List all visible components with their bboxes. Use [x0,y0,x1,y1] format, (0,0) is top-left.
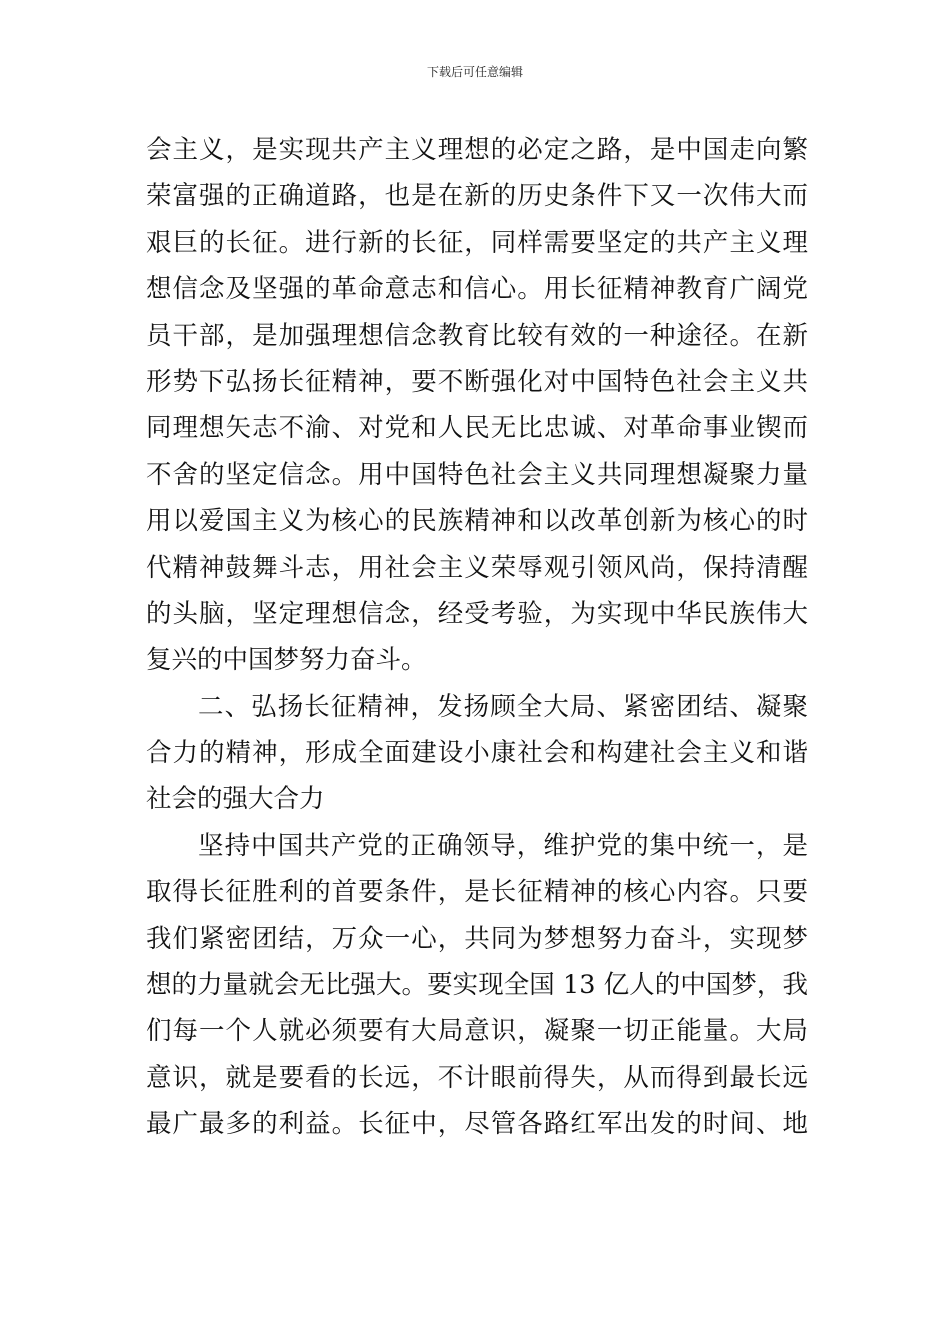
text-line: 形势下弘扬长征精神，要不断强化对中国特色社会主义共 [146,366,808,397]
text-line: 荣富强的正确道路，也是在新的历史条件下又一次伟大而 [146,181,808,212]
text-line: 不舍的坚定信念。用中国特色社会主义共同理想凝聚力量 [146,459,808,490]
text-line: 取得长征胜利的首要条件，是长征精神的核心内容。只要 [146,877,808,908]
text-line: 复兴的中国梦努力奋斗。 [146,645,427,676]
text-line: 同理想矢志不渝、对党和人民无比忠诚、对革命事业锲而 [146,413,808,444]
text-line: 们每一个人就必须要有大局意识，凝聚一切正能量。大局 [146,1016,808,1047]
text-line: 用以爱国主义为核心的民族精神和以改革创新为核心的时 [146,506,808,537]
section-heading-line: 合力的精神，形成全面建设小康社会和构建社会主义和谐 [146,738,808,769]
text-line: 最广最多的利益。长征中，尽管各路红军出发的时间、地 [146,1109,808,1140]
text-line: 代精神鼓舞斗志，用社会主义荣辱观引领风尚，保持清醒 [146,552,808,583]
body-text [146,127,808,1148]
text-line: 艰巨的长征。进行新的长征，同样需要坚定的共产主义理 [146,227,808,258]
section-heading-line: 二、弘扬长征精神，发扬顾全大局、紧密团结、凝聚 [198,691,808,722]
text-line: 意识，就是要看的长远，不计眼前得失，从而得到最长远 [146,1062,808,1093]
text-line: 坚持中国共产党的正确领导，维护党的集中统一，是 [198,830,808,861]
text-line: 会主义，是实现共产主义理想的必定之路，是中国走向繁 [146,135,808,165]
page-header: 下载后可任意编辑 [426,65,523,79]
text-line: 员干部，是加强理想信念教育比较有效的一种途径。在新 [146,320,808,351]
text-line: 我们紧密团结，万众一心，共同为梦想努力奋斗，实现梦 [146,923,808,954]
text-line: 想信念及坚强的革命意志和信心。用长征精神教育广阔党 [146,274,808,305]
section-heading-line: 社会的强大合力 [146,784,325,815]
text-line: 想的力量就会无比强大。要实现全国 13 亿人的中国梦，我 [146,970,808,1001]
text-line: 的头脑，坚定理想信念，经受考验，为实现中华民族伟大 [146,598,808,629]
